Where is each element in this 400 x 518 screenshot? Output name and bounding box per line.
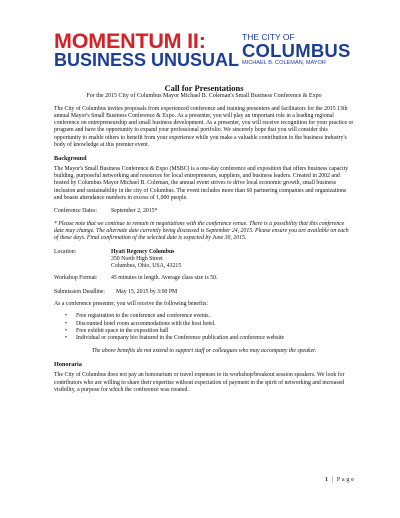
- list-item: • Discounted hotel room accommodations with the host hotel.: [76, 321, 354, 328]
- intro-paragraph: The City of Columbus invites proposals from experienced conference and training presenters and facilitators for the 2015 13th annual Mayor's Small Business Conference & Expo. As a presenter, you will play an important role in a leading regional conference on entrepreneurship and small business development. As a presenter, you will receive recognition for your practice or program and have the opportunity to expand your professional portfolio. We sincerely hope that you will consider this opportunity to enable others to benefit from your experience while you make a valuable contribution to the business industry's body of knowledge at this premier event.: [54, 106, 354, 148]
- logo-title: MOMENTUM II:: [54, 29, 206, 53]
- benefits-note: The above benefits do not extend to support staff or colleagues who may accompany the speaker.: [91, 348, 317, 355]
- submission-deadline-value: May 15, 2015 by 3:00 PM: [116, 289, 178, 296]
- workshop-format-row: [54, 275, 354, 282]
- submission-deadline-row: [54, 289, 354, 296]
- page-footer: [325, 476, 354, 483]
- momentum-logo: [54, 31, 239, 70]
- workshop-format-value: 45 minutes in length. Average class size is 50.: [111, 274, 218, 281]
- page-subtitle: For the 2015 City of Columbus Mayor Michael B. Coleman's Small Business Conference & Expo: [86, 93, 322, 99]
- page-label: P a g e: [336, 476, 354, 483]
- background-heading: Background: [54, 154, 87, 162]
- location-label: Location:: [54, 248, 77, 255]
- location-address-2: Columbus, Ohio, USA, 43215: [111, 262, 182, 269]
- location-name: Hyatt Regency Columbus: [111, 248, 175, 255]
- logo-tagline: BUSINESS UNUSUAL: [54, 50, 240, 70]
- page-number: 1: [324, 476, 329, 483]
- list-item: • Free exhibit space in the exposition hall: [76, 328, 354, 335]
- benefits-intro: As a conference presenter, you will receive the following benefits:: [54, 301, 208, 308]
- header-logo: [54, 31, 354, 73]
- conference-dates-row: [54, 208, 354, 215]
- list-item: • Individual or company bio featured in the Conference publication and conference website: [76, 335, 354, 342]
- date-note: * Please note that we continue to remain in negotiations with the conference venue. There is a possibility that this conference date may change. The alternate date currently being discussed is September 24, 2015. Please ensure you are available on each of these days. Final confirmation of the selected date is expected by June 30, 2015.: [54, 221, 349, 242]
- benefits-list: [54, 313, 354, 342]
- city-of-label: THE CITY OF: [242, 32, 295, 42]
- conference-dates-label: Conference Dates:: [54, 207, 97, 214]
- honoraria-heading: Honoraria: [54, 361, 82, 369]
- submission-deadline-label: Submission Deadline:: [54, 289, 106, 296]
- conference-dates-value: September 2, 2015*: [111, 207, 158, 214]
- page-title: Call for Presentations: [164, 83, 244, 93]
- location-address-1: 350 North High Street: [111, 255, 163, 262]
- workshop-format-label: Workshop Format:: [54, 274, 98, 281]
- document-body: [54, 83, 354, 394]
- honoraria-paragraph: The City of Columbus does not pay an honorarium or travel expenses to its workshop/breakout session speakers. We look for contributors who are willing to share their expertise without expectation of payment in the spirit of networking and increased visibility, a purpose for which the conference was created.: [54, 372, 345, 393]
- location-row: [54, 249, 354, 270]
- mayor-label: MICHAEL B. COLEMAN, MAYOR: [242, 60, 326, 66]
- city-of-columbus-logo: [242, 33, 350, 67]
- list-item: • Free registration to the conference and conference events.: [76, 313, 354, 320]
- background-paragraph: The Mayor's Small Business Conference & Expo (MSBC) is a one-day conference and exposition that offers business capacity building, purposeful networking and resources for local entrepreneurs, suppliers, and business leaders. Created in 2002 and hosted by Columbus Mayor Michael B. Coleman, the annual event strives to drive local economic growth, small business inclusion and sustainability in the city of Columbus. The event includes more than 60 partnering companies and organizations and boasts attendance numbers in excess of 1,000 people.: [54, 166, 349, 201]
- columbus-wordmark: COLUMBUS: [242, 40, 351, 61]
- footer-separator: |: [331, 476, 334, 483]
